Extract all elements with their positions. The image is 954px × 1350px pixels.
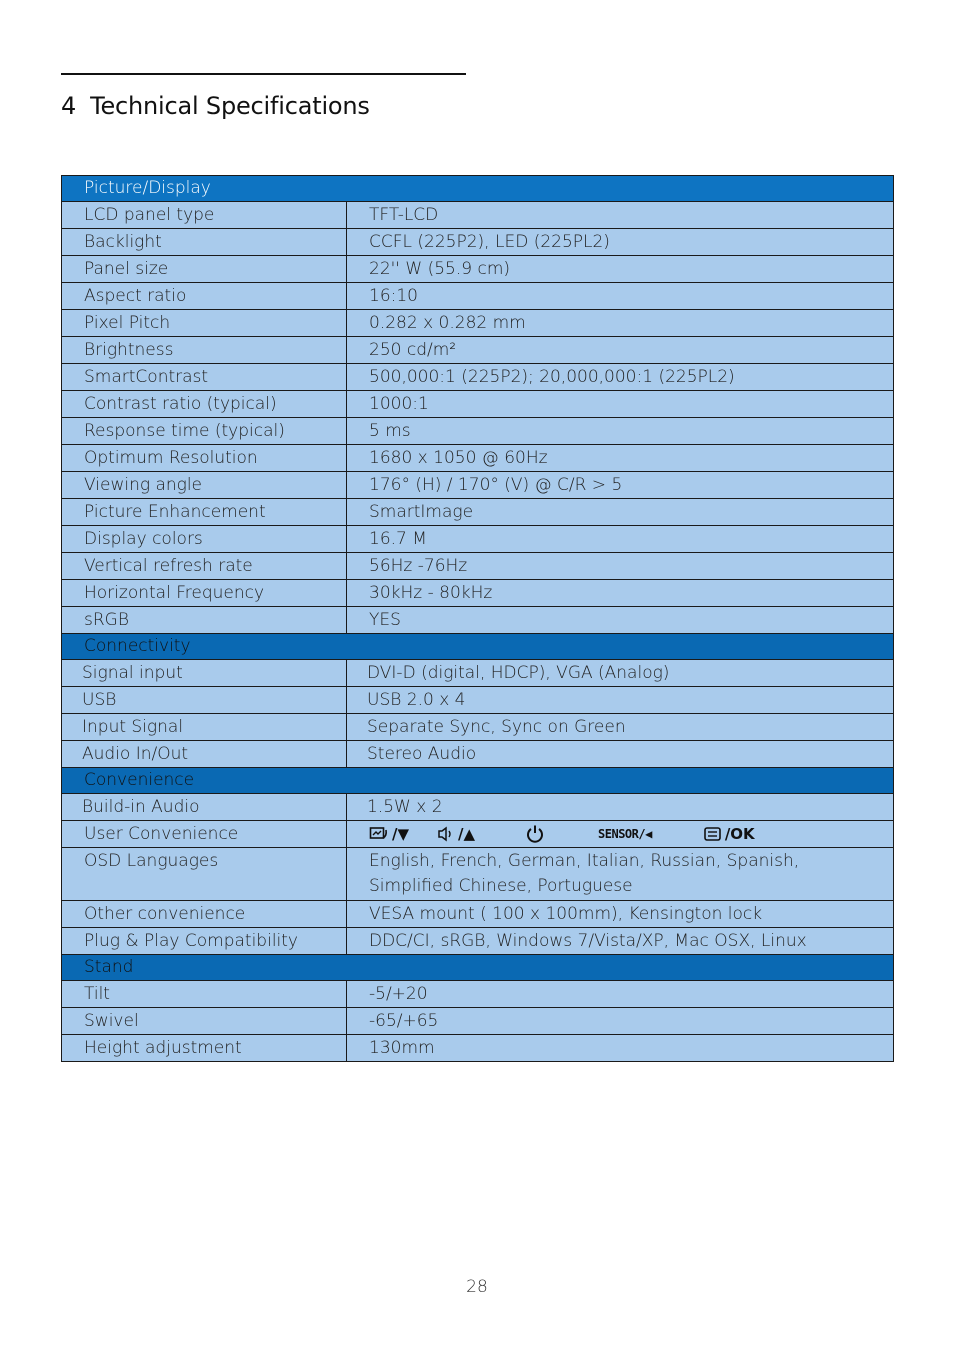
spec-value: VESA mount ( 100 x 100mm), Kensington lock (347, 901, 894, 928)
spec-label: Contrast ratio (typical) (62, 391, 347, 418)
icon-group (437, 821, 475, 847)
spec-value: DVI-D (digital, HDCP), VGA (Analog) (347, 660, 894, 687)
spec-label: Input Signal (62, 714, 347, 741)
spec-label: Horizontal Frequency (62, 580, 347, 607)
spec-row (62, 364, 894, 391)
section-header-picture-display (62, 176, 894, 202)
section-title: Stand (62, 955, 894, 981)
smartimage-icon (369, 826, 389, 842)
spec-row (62, 660, 894, 687)
spec-row (62, 607, 894, 634)
spec-label: Signal input (62, 660, 347, 687)
spec-value: 1680 x 1050 @ 60Hz (347, 445, 894, 472)
spec-label: USB (62, 687, 347, 714)
spec-label: SmartContrast (62, 364, 347, 391)
spec-value: -5/+20 (347, 981, 894, 1008)
spec-value: SmartImage (347, 499, 894, 526)
spec-label: Swivel (62, 1008, 347, 1035)
spec-value (347, 848, 894, 901)
spec-row (62, 553, 894, 580)
osd-line-1: English, French, German, Italian, Russian, Spanish, (369, 851, 800, 871)
spec-label: User Convenience (62, 821, 347, 848)
spec-label: Viewing angle (62, 472, 347, 499)
spec-value: YES (347, 607, 894, 634)
page-number: 28 (466, 1277, 488, 1297)
spec-value: Separate Sync, Sync on Green (347, 714, 894, 741)
spec-label: Panel size (62, 256, 347, 283)
chapter-number: 4 (61, 92, 77, 120)
spec-row (62, 472, 894, 499)
spec-value: USB 2.0 x 4 (347, 687, 894, 714)
spec-value: 1.5W x 2 (347, 794, 894, 821)
spec-row (62, 741, 894, 768)
spec-label: Tilt (62, 981, 347, 1008)
spec-label: LCD panel type (62, 202, 347, 229)
spec-value: 500,000:1 (225P2); 20,000,000:1 (225PL2) (347, 364, 894, 391)
spec-value-icons (347, 821, 894, 848)
spec-row (62, 1008, 894, 1035)
section-header-convenience (62, 768, 894, 794)
spec-row (62, 229, 894, 256)
spec-row (62, 499, 894, 526)
spec-value: Stereo Audio (347, 741, 894, 768)
spec-label: Brightness (62, 337, 347, 364)
spec-value: DDC/CI, sRGB, Windows 7/Vista/XP, Mac OSX, Linux (347, 928, 894, 955)
spec-label: Backlight (62, 229, 347, 256)
spec-label: Optimum Resolution (62, 445, 347, 472)
spec-row (62, 310, 894, 337)
spec-value: 0.282 x 0.282 mm (347, 310, 894, 337)
spec-value: 30kHz - 80kHz (347, 580, 894, 607)
spec-row-user-convenience (62, 821, 894, 848)
spec-row (62, 445, 894, 472)
spec-value: 130mm (347, 1035, 894, 1062)
spec-value: CCFL (225P2), LED (225PL2) (347, 229, 894, 256)
spec-value: 1000:1 (347, 391, 894, 418)
speaker-icon (437, 826, 455, 842)
spec-value: 16:10 (347, 283, 894, 310)
spec-label: Picture Enhancement (62, 499, 347, 526)
menu-icon (704, 827, 722, 841)
icon-caption: /▼ (392, 825, 410, 843)
spec-row (62, 687, 894, 714)
spec-label: sRGB (62, 607, 347, 634)
spec-row (62, 928, 894, 955)
spec-row (62, 580, 894, 607)
spec-label: Vertical refresh rate (62, 553, 347, 580)
spec-row (62, 714, 894, 741)
spec-value: 16.7 M (347, 526, 894, 553)
spec-label: Audio In/Out (62, 741, 347, 768)
spec-row (62, 794, 894, 821)
spec-row (62, 202, 894, 229)
spec-label: Response time (typical) (62, 418, 347, 445)
spec-label: Build-in Audio (62, 794, 347, 821)
icon-group (598, 821, 652, 847)
section-header-connectivity (62, 634, 894, 660)
section-title: Convenience (62, 768, 894, 794)
icon-group (525, 824, 548, 844)
spec-value: TFT-LCD (347, 202, 894, 229)
section-title: Picture/Display (62, 176, 894, 202)
spec-label: Height adjustment (62, 1035, 347, 1062)
spec-value: -65/+65 (347, 1008, 894, 1035)
spec-row (62, 1035, 894, 1062)
spec-label: OSD Languages (62, 848, 347, 901)
spec-label: Plug & Play Compatibility (62, 928, 347, 955)
spec-row (62, 391, 894, 418)
top-rule (61, 73, 466, 75)
spec-row (62, 901, 894, 928)
spec-value: 22'' W (55.9 cm) (347, 256, 894, 283)
spec-label: Aspect ratio (62, 283, 347, 310)
spec-row-osd-languages (62, 848, 894, 901)
spec-row (62, 981, 894, 1008)
spec-label: Other convenience (62, 901, 347, 928)
icon-group (704, 821, 755, 847)
icon-group (369, 821, 409, 847)
section-title: Connectivity (62, 634, 894, 660)
chapter-title: Technical Specifications (90, 92, 370, 120)
osd-line-2: Simplified Chinese, Portuguese (369, 876, 633, 896)
spec-row (62, 337, 894, 364)
spec-row (62, 256, 894, 283)
spec-row (62, 283, 894, 310)
spec-row (62, 418, 894, 445)
power-icon (525, 824, 545, 844)
sensor-label: SENSOR/◀ (598, 827, 652, 841)
spec-value: 176° (H) / 170° (V) @ C/R > 5 (347, 472, 894, 499)
icon-caption: /OK (724, 825, 755, 843)
spec-value: 56Hz -76Hz (347, 553, 894, 580)
page-heading (61, 92, 370, 120)
button-icon-list (369, 821, 893, 847)
spec-label: Pixel Pitch (62, 310, 347, 337)
section-header-stand (62, 955, 894, 981)
spec-table (61, 175, 894, 1062)
spec-value: 250 cd/m² (347, 337, 894, 364)
spec-row (62, 526, 894, 553)
spec-label: Display colors (62, 526, 347, 553)
spec-value: 5 ms (347, 418, 894, 445)
icon-caption: /▲ (458, 825, 476, 843)
